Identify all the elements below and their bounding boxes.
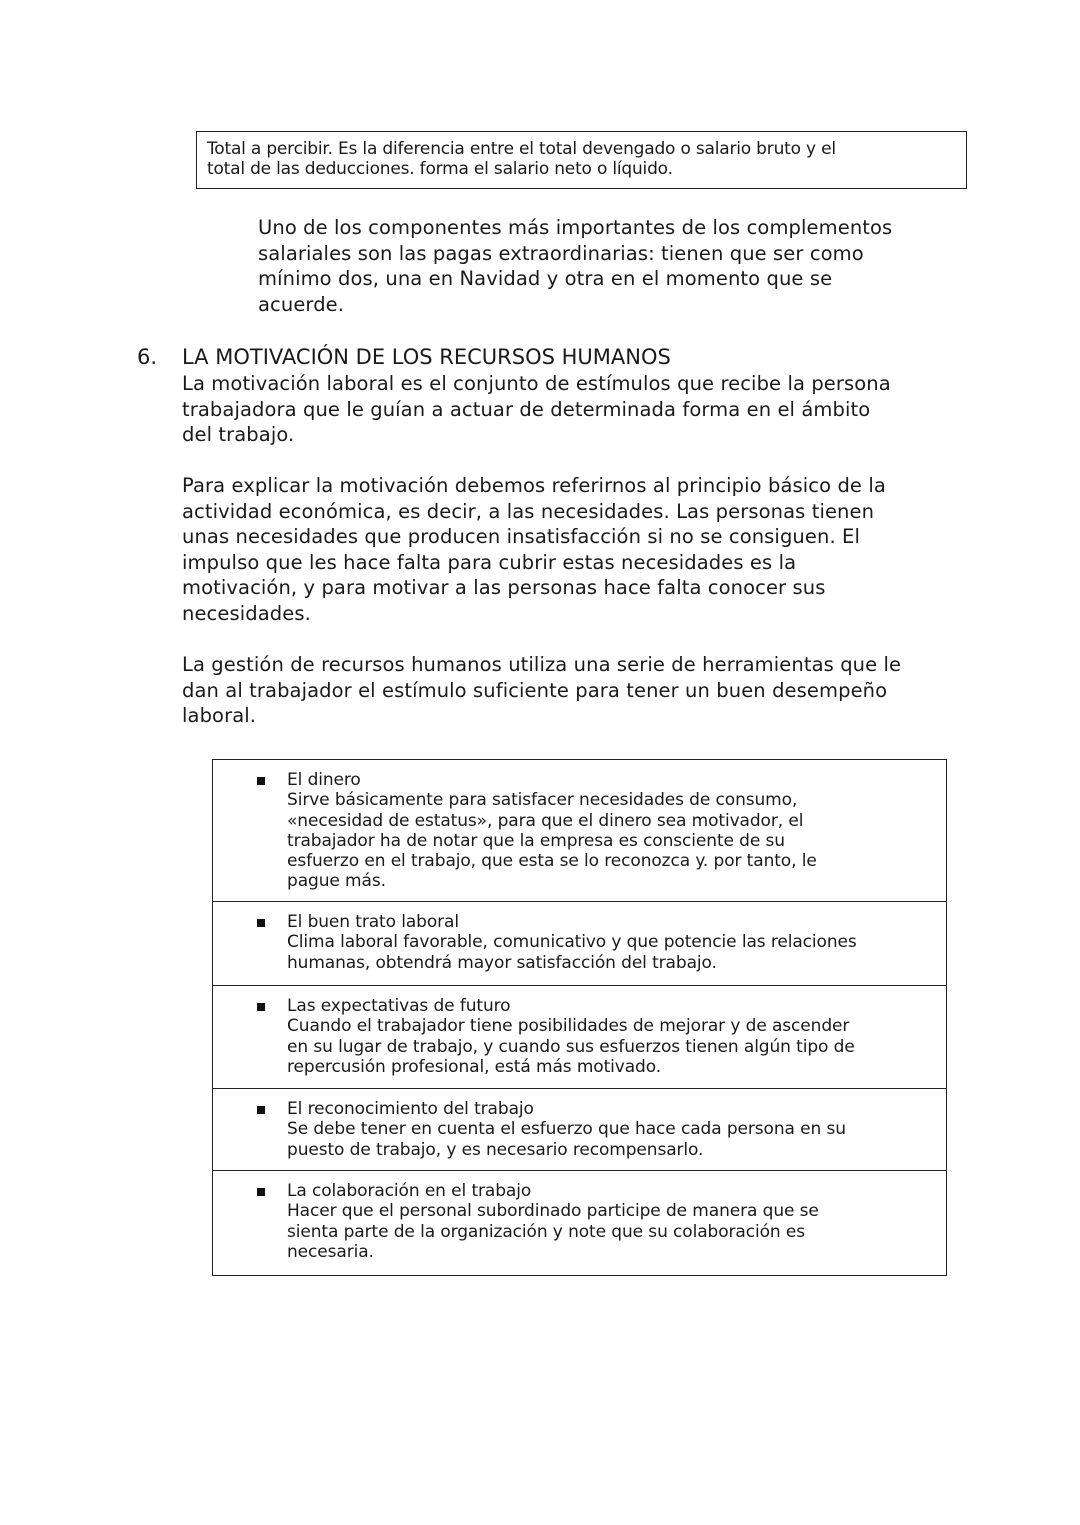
table-cell: [213, 1171, 947, 1276]
table-cell: [213, 760, 947, 902]
text-line: dan al trabajador el estímulo suficiente para tener un buen desempeño: [182, 678, 888, 702]
table-row: [213, 760, 947, 902]
item-text-line: Sirve básicamente para satisfacer necesidades de consumo,: [287, 790, 798, 811]
text-line: acuerde.: [258, 292, 345, 316]
item-text-line: trabajador ha de notar que la empresa es consciente de su: [287, 830, 785, 851]
text-line: actividad económica, es decir, a las necesidades. Las personas tienen: [182, 499, 875, 523]
text-line: necesidades.: [182, 601, 311, 625]
item-text-line: repercusión profesional, está más motivado.: [287, 1056, 662, 1077]
item-text-line: «necesidad de estatus», para que el dinero sea motivador, el: [287, 810, 804, 831]
paragraph-tools: [182, 652, 901, 729]
item-title: El reconocimiento del trabajo: [287, 1099, 534, 1119]
bullet-icon: [257, 1106, 265, 1114]
item-text-line: Hacer que el personal subordinado participe de manera que se: [287, 1201, 819, 1222]
item-text-line: pague más.: [287, 871, 386, 892]
text-line: trabajadora que le guían a actuar de determinada forma en el ámbito: [182, 397, 871, 421]
text-line: La motivación laboral es el conjunto de estímulos que recibe la persona: [182, 372, 891, 395]
item-text-line: esfuerzo en el trabajo, que esta se lo reconozca y. por tanto, le: [287, 851, 817, 872]
bullet-icon: [257, 777, 265, 785]
item-title: Las expectativas de futuro: [287, 996, 511, 1016]
text-line: Para explicar la motivación debemos referirnos al principio básico de la: [182, 474, 886, 497]
table-row: [213, 986, 947, 1089]
text-line: laboral.: [182, 704, 257, 727]
text-line: total de las deducciones. forma el salario neto o líquido.: [207, 159, 673, 179]
section-title: LA MOTIVACIÓN DE LOS RECURSOS HUMANOS: [182, 345, 671, 369]
text-line: del trabajo.: [182, 423, 295, 446]
table-cell: [213, 1089, 947, 1171]
item-text-line: Cuando el trabajador tiene posibilidades de mejorar y de ascender: [287, 1016, 850, 1037]
table-row: [213, 902, 947, 986]
text-line: unas necesidades que producen insatisfacción si no se consiguen. El: [182, 525, 860, 548]
section-number: 6.: [137, 345, 158, 369]
paragraph-pagas: [258, 215, 892, 317]
text-line: La gestión de recursos humanos utiliza una serie de herramientas que le: [182, 653, 902, 676]
item-text-line: humanas, obtendrá mayor satisfacción del trabajo.: [287, 952, 717, 973]
text-line: mínimo dos, una en Navidad y otra en el momento que se: [258, 267, 833, 290]
item-title: La colaboración en el trabajo: [287, 1181, 532, 1201]
item-text-line: sienta parte de la organización y note que su colaboración es: [287, 1221, 805, 1242]
bullet-icon: [257, 1003, 265, 1011]
item-title: El buen trato laboral: [287, 912, 459, 932]
bullet-icon: [257, 919, 265, 927]
item-text-line: necesaria.: [287, 1241, 374, 1262]
text-line: salariales son las pagas extraordinarias: tienen que ser como: [258, 241, 864, 265]
table-cell: [213, 986, 947, 1089]
text-line: Total a percibir. Es la diferencia entre el total devengado o salario bruto y el: [207, 139, 836, 159]
item-text-line: Se debe tener en cuenta el esfuerzo que hace cada persona en su: [287, 1119, 846, 1140]
item-text-line: Clima laboral favorable, comunicativo y que potencie las relaciones: [287, 932, 857, 953]
item-text-line: puesto de trabajo, y es necesario recompensarlo.: [287, 1139, 704, 1160]
table-row: [213, 1089, 947, 1171]
item-text-line: en su lugar de trabajo, y cuando sus esfuerzos tienen algún tipo de: [287, 1036, 855, 1057]
motivation-tools-table: [212, 759, 947, 1276]
table-cell: [213, 902, 947, 986]
item-title: El dinero: [287, 770, 361, 790]
text-line: impulso que les hace falta para cubrir estas necesidades es la: [182, 550, 797, 574]
paragraph-needs: [182, 473, 886, 626]
text-line: Uno de los componentes más importantes de los complementos: [258, 216, 893, 239]
definition-box: [196, 131, 967, 189]
text-line: motivación, y para motivar a las personas hace falta conocer sus: [182, 576, 826, 599]
table-row: [213, 1171, 947, 1276]
paragraph-definition: [182, 371, 891, 448]
bullet-icon: [257, 1188, 265, 1196]
